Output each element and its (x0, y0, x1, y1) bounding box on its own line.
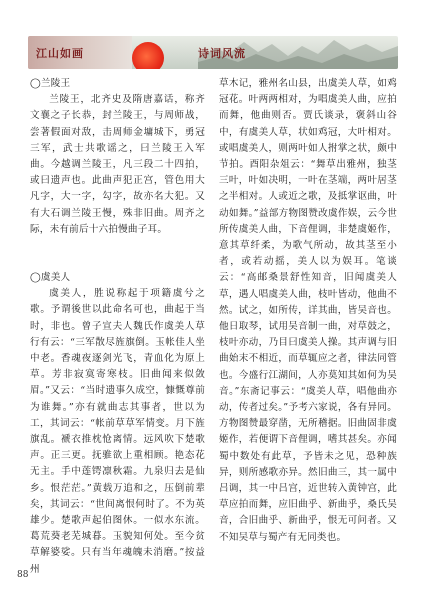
right-column (219, 76, 397, 546)
header-banner (28, 36, 398, 69)
section-spacer (30, 238, 205, 270)
paragraph: 虞美人，胜说称起于项籍虞兮之歌。予谓後世以此命名可也，曲起于当时，非也。曾子宣夫人魏氏作虞美人草行有云：“三军散尽旌旗倒。玉帐佳人坐中老。香魂夜逐剑光飞，青血化为原上草。芳非寂寞寄寒枝。旧曲闻来似敛眉。”又云：“当时遗事久成空，慷慨尊前为谁舞。”亦有就曲志其事者，世以为工，其词云：“帐前草草军情变。月下旌旗乱。褫衣推枕怆离情。远风吹下楚歌声。正三更。抚骓欲上重相顾。艳态花无主。手中莲锷凛秋霜。九泉归去是仙乡。恨茫茫。”黄载万追和之，压倒前辈矣，其词云：“世间离恨何时了。不为英雄少。楚歌声起伯图休。一似水东流。葛荒葵老芜城暮。玉貌知何处。至今贫草解婆娑。只有当年魂魄未消磨。”按益州 (30, 288, 205, 575)
red-sun-graphic (132, 42, 164, 69)
paragraph: 草木记，雅州名山县，出虞美人草，如鸡冠花。叶两两相对，为唱虞美人曲，应拍而舞，他曲则否。贾氏谈录，褒斜山谷中，有虞美人草，状如鸡冠，大叶相对。或唱虞美人，则两叶如人拊掌之状，颇中节拍。酉阳杂俎云：“舞草出雅州，独茎三叶，叶如决明，一叶在茎端，两叶居茎之半相对。人或近之歌，及抵掌讴曲，叶动如舞。”益部方物图赞改虞作娱，云今世所传虞美人曲，下音俚调，非楚虞姬作，意其草纤柔，为歌气所动，故其茎至小者，或若动摇，美人以为娱耳。笔谈云：“高邮桑景舒性知音，旧闻虞美人草，遇人唱虞美人曲，枝叶皆动，他曲不然。试之，如所传，详其曲，皆吴音也。他日取琴，试用吴音制一曲，对草鼓之，枝叶亦动，乃目曰虞美人操。其声调与旧曲始末不相近，而草辄应之者，律法同管也。今盛行江湖间，人亦莫知其如何为吴音。”东斋记事云：“虞美人草，唱他曲亦动，传者过矣。”予考六家说，各有异同。方物图赞最穿凿，无所稽据。旧曲固非虞姬作，若便谓下音俚调，嗜其甚矣。亦闻蜀中数处有此草，予皆未之见，恐种族异，则所感歌亦异。然旧曲三，其一属中吕调，其一中吕宫，近世转入黄钟宫，此草应拍而舞，应旧曲乎、新曲乎，桑氏吴音，合旧曲乎、新曲乎，恨无可问者。又不知吴草与蜀产有无同类也。 (219, 78, 397, 543)
left-column (30, 76, 205, 578)
paragraph: 兰陵王，北齐史及隋唐嘉话，称齐文襄之子长恭，封兰陵王，与周师战，尝著假面对敌，击周师金墉城下，勇冠三军，武士共歌谣之，曰兰陵王入军曲。今越调兰陵王，凡三段二十四拍，或曰遗声也。此曲声犯正宫，管色用大凡字，大一字，勾字，故亦名大犯。又有大石调兰陵王慢，殊非旧曲。周齐之际，未有前后十六拍慢曲子耳。 (30, 94, 205, 235)
section-heading-lanlingwang: ◯兰陵王 (30, 78, 71, 89)
section-heading-yumeiren: ◯虞美人 (30, 272, 71, 284)
page-number: 88 (17, 570, 29, 580)
banner-title-right: 诗词风流 (198, 47, 246, 60)
banner-title-left: 江山如画 (36, 47, 84, 60)
